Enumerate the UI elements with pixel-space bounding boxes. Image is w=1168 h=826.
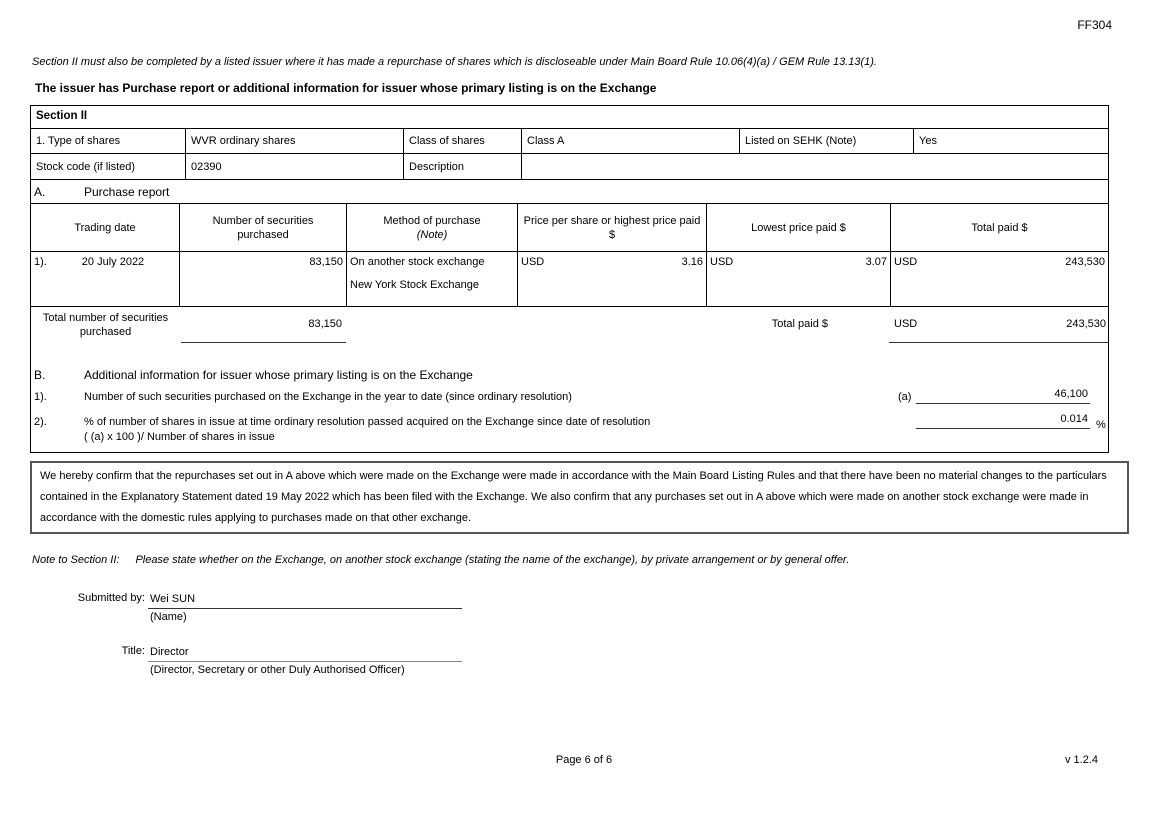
part-b-index: B. <box>34 368 46 382</box>
purchase-table-header <box>31 204 1108 252</box>
submitted-by-value: Wei SUN <box>148 593 462 609</box>
shares-info-row <box>31 129 1108 154</box>
part-a-index: A. <box>34 184 46 199</box>
col-method-note: (Note) <box>416 228 448 241</box>
note-text: Please state whether on the Exchange, on another stock exchange (stating the name of the exchange), by private arrangement or by general offer. <box>135 554 850 566</box>
page-number: Page 6 of 6 <box>555 754 613 766</box>
item1-value: 46,100 <box>916 388 1090 404</box>
col-method: Method of purchase (Note) <box>347 204 518 251</box>
purchase-row-index: 1). <box>34 256 47 268</box>
total-securities-value: 83,150 <box>181 312 346 343</box>
total-securities-value-cell <box>180 307 347 354</box>
total-paid-currency: USD <box>894 256 918 268</box>
part-b-item1 <box>31 384 1108 409</box>
purchase-method-line2: New York Stock Exchange <box>350 279 480 291</box>
price-high-value: 3.16 <box>681 256 703 268</box>
col-price-high: Price per share or highest price paid $ <box>518 204 707 251</box>
note-to-section2 <box>32 554 849 566</box>
col-trading-date: Trading date <box>31 204 180 251</box>
section2-box <box>30 105 1109 453</box>
submission-block <box>30 592 462 676</box>
item2-value: 0.014 <box>916 413 1090 429</box>
listed-on-sehk-value: Yes <box>919 135 937 147</box>
stock-code-label: Stock code (if listed) <box>31 154 186 179</box>
total-paid-label: Total paid $ <box>771 318 828 330</box>
total-paid-value: 243,530 <box>1065 256 1105 268</box>
purchase-row <box>31 252 1108 307</box>
section2-title: Section II <box>31 106 1108 129</box>
listed-on-sehk-label: Listed on SEHK (Note) <box>740 129 914 153</box>
submitted-by-label: Submitted by: <box>77 592 145 604</box>
purchase-row-num-securities: 83,150 <box>180 252 347 306</box>
class-of-shares-value: Class A <box>522 129 740 153</box>
purchase-row-date-cell <box>31 252 180 306</box>
type-of-shares-value: WVR ordinary shares <box>186 129 404 153</box>
title-caption: (Director, Secretary or other Duly Authorised Officer) <box>150 664 405 676</box>
page-title: The issuer has Purchase report or additional information for issuer whose primary listing is on the Exchange <box>35 81 657 95</box>
confirmation-box: We hereby confirm that the repurchases set out in A above which were made on the Exchange were made in accordance with the Main Board Listing Rules and that there have been no material changes to the particulars contained in the Explanatory Statement dated 19 May 2022 which has been filed with the Exchange. We also confirm that any purchases set out in A above which were made on another stock exchange were made in accordance with the domestic rules applying to purchases made on that other exchange. <box>30 461 1129 534</box>
stock-code-row <box>31 154 1108 180</box>
price-low-currency: USD <box>710 256 734 268</box>
col-total-paid: Total paid $ <box>971 221 1028 234</box>
item2-text: % of number of shares in issue at time ordinary resolution passed acquired on the Exchange since date of resolution ( (a) x 100 )/ Number of shares in issue <box>84 416 651 443</box>
purchase-row-price-low <box>707 252 891 306</box>
description-label: Description <box>404 154 522 179</box>
col-price-low: Lowest price paid $ <box>707 204 891 251</box>
total-paid-amount: 243,530 <box>1066 318 1106 330</box>
class-of-shares-label: Class of shares <box>404 129 522 153</box>
item1-text: Number of such securities purchased on the Exchange in the year to date (since ordinary resolution) <box>84 391 572 403</box>
version-label: v 1.2.4 <box>1064 754 1098 766</box>
item1-index: 1). <box>34 391 47 403</box>
price-high-currency: USD <box>521 256 545 268</box>
name-caption: (Name) <box>150 611 187 623</box>
note-label: Note to Section II: <box>32 554 120 566</box>
stock-code-value: 02390 <box>186 154 404 179</box>
part-b-heading <box>31 354 1108 384</box>
item2-index: 2). <box>34 416 47 428</box>
purchase-method-line1: On another stock exchange <box>350 256 485 268</box>
purchase-row-method <box>347 252 518 306</box>
part-b-item2 <box>31 409 1108 452</box>
price-low-value: 3.07 <box>865 256 887 268</box>
item1-ref-label: (a) <box>898 391 912 403</box>
total-paid-currency: USD <box>894 318 918 330</box>
part-a-title: Purchase report <box>84 184 170 199</box>
form-code: FF304 <box>1077 18 1112 32</box>
type-of-shares-label: 1. Type of shares <box>31 129 186 153</box>
total-securities-label: Total number of securities purchased <box>42 312 169 338</box>
part-a-heading <box>31 180 1108 204</box>
purchase-row-date: 20 July 2022 <box>81 256 145 268</box>
purchase-row-price-high <box>518 252 707 306</box>
col-num-securities: Number of securities purchased <box>180 204 347 251</box>
item2-unit: % <box>1096 419 1106 431</box>
description-value <box>522 154 1108 179</box>
title-label: Title: <box>121 645 145 657</box>
total-paid-value-cell <box>889 307 1108 354</box>
part-b-title: Additional information for issuer whose primary listing is on the Exchange <box>84 368 473 382</box>
purchase-total-row <box>31 307 1108 354</box>
intro-note: Section II must also be completed by a listed issuer where it has made a repurchase of shares which is discloseable under Main Board Rule 10.06(4)(a) / GEM Rule 13.13(1). <box>32 56 877 68</box>
title-value: Director <box>148 646 462 662</box>
purchase-row-total-paid <box>891 252 1108 306</box>
